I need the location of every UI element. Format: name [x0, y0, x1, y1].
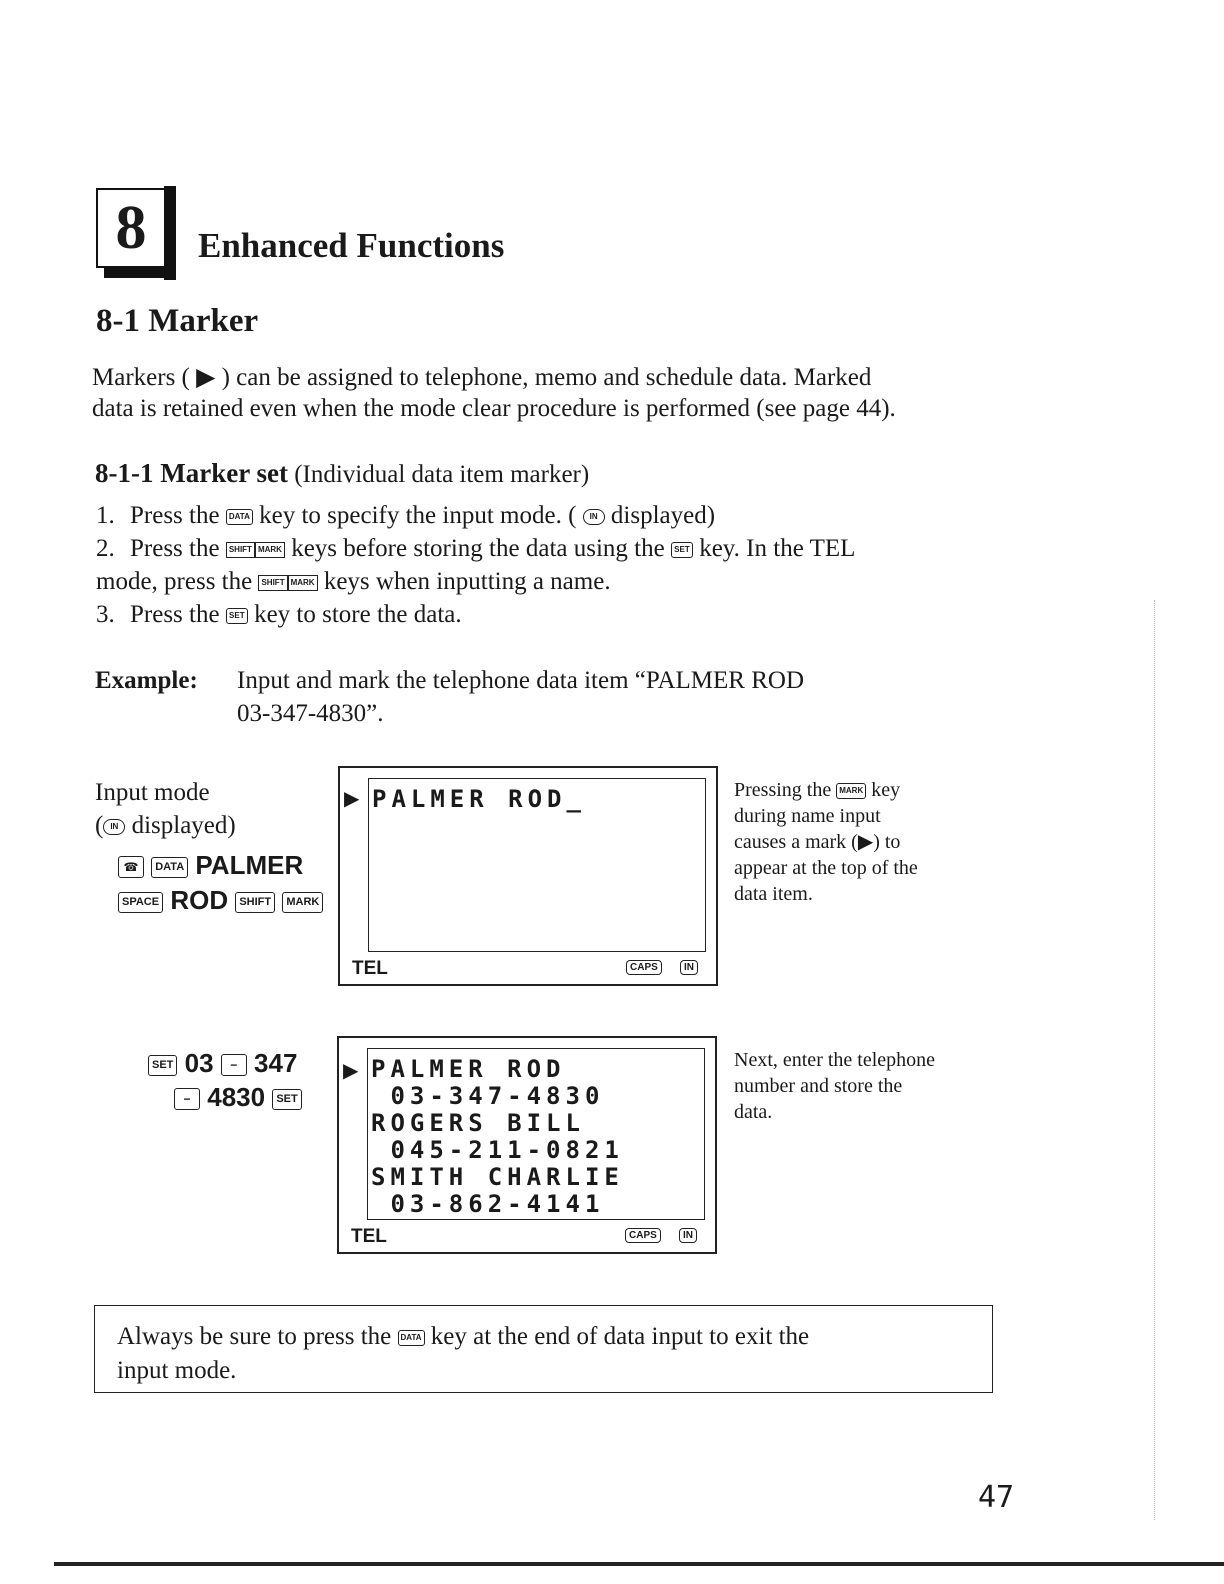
page-number: 47	[978, 1480, 1015, 1515]
set-key-icon: SET	[671, 542, 693, 558]
shift-key-icon: SHIFT	[226, 542, 255, 558]
marker-arrow: ▶	[344, 788, 360, 810]
shift-mark-keys	[226, 542, 285, 558]
lcd-screen-2	[337, 1036, 717, 1254]
chapter-number: 8	[115, 194, 147, 262]
subsection-heading	[95, 458, 589, 489]
minus-key-icon: −	[221, 1054, 247, 1076]
in-indicator-icon: IN	[680, 960, 698, 975]
shift-mark-keys	[258, 575, 317, 591]
subsection-title: 8-1-1 Marker set	[95, 458, 288, 488]
key-sequence-phone-2	[174, 1082, 302, 1113]
caps-indicator-icon: CAPS	[625, 1228, 661, 1243]
note-marker-explanation	[734, 777, 1004, 907]
step-text: mode, press the	[96, 568, 253, 595]
boxed-reminder	[94, 1305, 993, 1393]
step-number: 2.	[96, 535, 115, 562]
reminder-text: key at the end of data input to exit the	[430, 1323, 810, 1350]
example-line-2: 03-347-4830”.	[237, 700, 384, 727]
lcd-line: 03-862-4141	[371, 1190, 605, 1218]
lcd-screen-1	[338, 766, 718, 986]
step-text: key. In the TEL	[699, 535, 856, 562]
data-key-icon: DATA	[398, 1330, 425, 1346]
note-text: key	[871, 779, 901, 801]
in-indicator-icon: IN	[583, 509, 605, 525]
lcd-line: PALMER ROD	[371, 1055, 566, 1083]
example-line-1: Input and mark the telephone data item “PALMER ROD	[237, 667, 805, 694]
key-sequence-palmer	[118, 850, 303, 881]
step-2	[96, 532, 1006, 565]
sequence-text: 347	[254, 1048, 298, 1078]
lcd-line: PALMER ROD_	[372, 785, 586, 813]
lcd-line: 045-211-0821	[371, 1136, 624, 1164]
section-title: 8-1 Marker	[96, 303, 259, 339]
note-text: during name input	[734, 805, 881, 827]
step-number: 3.	[96, 601, 115, 628]
example-block	[95, 664, 1005, 730]
mark-key-icon: MARK	[288, 575, 318, 591]
mark-key-icon: MARK	[282, 892, 323, 913]
step-text: keys when inputting a name.	[323, 568, 611, 595]
step-text: keys before storing the data using the	[291, 535, 665, 562]
minus-key-icon: −	[174, 1088, 200, 1110]
chapter-number-box	[96, 188, 166, 268]
reminder-text: Always be sure to press the	[117, 1323, 392, 1350]
sequence-text-rod: ROD	[170, 885, 229, 915]
lcd-line: SMITH CHARLIE	[371, 1163, 624, 1191]
input-mode-label	[95, 776, 236, 842]
chapter-box-shadow-foot	[104, 266, 176, 278]
step-text: key to specify the input mode. (	[259, 502, 577, 529]
step-1	[96, 499, 1006, 532]
sequence-text-palmer: PALMER	[195, 850, 304, 880]
key-sequence-rod	[118, 885, 323, 916]
step-number: 1.	[96, 502, 115, 529]
step-2-continued	[96, 565, 1006, 598]
set-key-icon: SET	[272, 1089, 301, 1110]
note-text: data item.	[734, 883, 813, 905]
lcd-line: 03-347-4830	[371, 1082, 605, 1110]
note-text: data.	[734, 1101, 773, 1123]
shift-key-icon: SHIFT	[235, 892, 275, 913]
input-mode-text: displayed)	[131, 812, 236, 839]
reminder-text: input mode.	[117, 1357, 237, 1384]
bottom-rule	[54, 1562, 1224, 1566]
chapter-title: Enhanced Functions	[198, 226, 505, 265]
input-mode-line-1: Input mode	[95, 779, 210, 806]
step-3	[96, 598, 1006, 631]
set-key-icon: SET	[148, 1055, 177, 1076]
intro-line-2: data is retained even when the mode clear procedure is performed (see page 44).	[92, 395, 896, 422]
data-key-icon: DATA	[226, 509, 253, 525]
space-key-icon: SPACE	[118, 892, 163, 913]
example-label: Example:	[95, 667, 198, 694]
shift-key-icon: SHIFT	[258, 575, 287, 591]
sequence-text: 4830	[207, 1082, 266, 1112]
note-text: number and store the	[734, 1075, 903, 1097]
step-text: Press the	[130, 502, 220, 529]
note-text: appear at the top of the	[734, 857, 918, 879]
caps-indicator-icon: CAPS	[626, 960, 662, 975]
step-text: key to store the data.	[254, 601, 462, 628]
key-sequence-phone-1	[148, 1048, 297, 1079]
note-store-explanation	[734, 1047, 1004, 1125]
lcd-mode-label: TEL	[352, 958, 388, 979]
intro-line-1: Markers ( ▶ ) can be assigned to telephone, memo and schedule data. Marked	[92, 364, 872, 391]
note-text: Next, enter the telephone	[734, 1049, 936, 1071]
in-indicator-icon: IN	[103, 819, 125, 835]
note-text: causes a mark (▶) to	[734, 831, 901, 853]
step-text: Press the	[130, 601, 220, 628]
marker-arrow: ▶	[343, 1060, 359, 1082]
mark-key-icon: MARK	[836, 783, 866, 799]
tel-key-icon: ☎	[118, 856, 144, 878]
lcd-line: ROGERS BILL	[371, 1109, 585, 1137]
lcd-mode-label: TEL	[351, 1226, 387, 1247]
data-key-icon: DATA	[151, 857, 188, 878]
mark-key-icon: MARK	[255, 542, 285, 558]
steps-list	[96, 499, 1006, 631]
step-text: displayed)	[610, 502, 716, 529]
in-indicator-icon: IN	[679, 1228, 697, 1243]
scan-margin-line	[1154, 600, 1155, 1520]
note-text: Pressing the	[734, 779, 832, 801]
subsection-subtitle: (Individual data item marker)	[294, 461, 590, 488]
sequence-text: 03	[184, 1048, 214, 1078]
step-text: Press the	[130, 535, 220, 562]
input-mode-text: (	[95, 812, 104, 839]
set-key-icon: SET	[226, 608, 248, 624]
